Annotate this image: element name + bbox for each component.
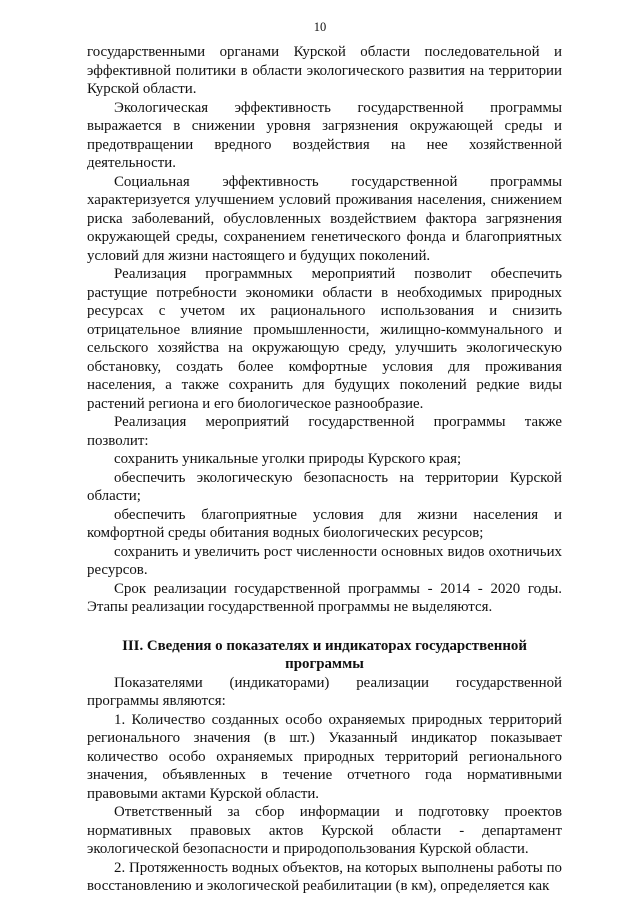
paragraph: Реализация программных мероприятий позволит обеспечить растущие потребности экономики области в необходимых природных ресурсах с учетом их рационального использования и снизить отрицательное влияние промышленности, жилищно-коммунального и сельского хозяйства на окружающую среду, улучшить экологическую обстановку, создать более комфортные условия для проживания населения, а также сохранить для будущих поколений редкие виды растений региона и его биологическое разнообразие. (87, 266, 562, 412)
paragraph: Ответственный за сбор информации и подготовку проектов нормативных правовых актов Курской области - департамент экологической безопасности и природопользования Курской области. (87, 804, 562, 857)
paragraph: 2. Протяженность водных объектов, на которых выполнены работы по восстановлению и экологической реабилитации (в км), определяется как (87, 859, 562, 894)
list-item: сохранить уникальные уголки природы Курского края; (114, 451, 462, 467)
list-item: обеспечить благоприятные условия для жизни населения и комфортной среды обитания водных биологических ресурсов; (87, 506, 562, 541)
paragraph: Реализация мероприятий государственной программы также позволит: (87, 414, 562, 449)
list-item: обеспечить экологическую безопасность на территории Курской области; (87, 469, 562, 504)
list-item: сохранить и увеличить рост численности основных видов охотничьих ресурсов. (87, 543, 562, 578)
paragraph: Срок реализации государственной программы - 2014 - 2020 годы. Этапы реализации государственной программы не выделяются. (87, 580, 562, 615)
paragraph: Экологическая эффективность государственной программы выражается в снижении уровня загрязнения окружающей среды и предотвращении вредного воздействия на нее хозяйственной деятельности. (87, 99, 562, 171)
section-heading: III. Сведения о показателях и индикаторах государственной программы (122, 637, 527, 672)
page-number: 10 (313, 20, 327, 34)
document-body (87, 43, 562, 896)
paragraph: Социальная эффективность государственной программы характеризуется улучшением условий проживания населения, снижением риска заболеваний, обусловленных воздействием фактора загрязнения окружающей среды, сохранением генетического фонда и благоприятных условий для жизни настоящего и будущих поколений. (87, 173, 562, 264)
paragraph: Показателями (индикаторами) реализации государственной программы являются: (87, 674, 562, 709)
paragraph: государственными органами Курской области последовательной и эффективной политики в области экологического развития на территории Курской области. (87, 44, 562, 97)
paragraph: 1. Количество созданных особо охраняемых природных территорий регионального значения (в шт.) Указанный индикатор показывает количество особо охраняемых природных территорий регионального значения, объявленных в течение отчетного года нормативными правовыми актами Курской области. (87, 711, 562, 802)
